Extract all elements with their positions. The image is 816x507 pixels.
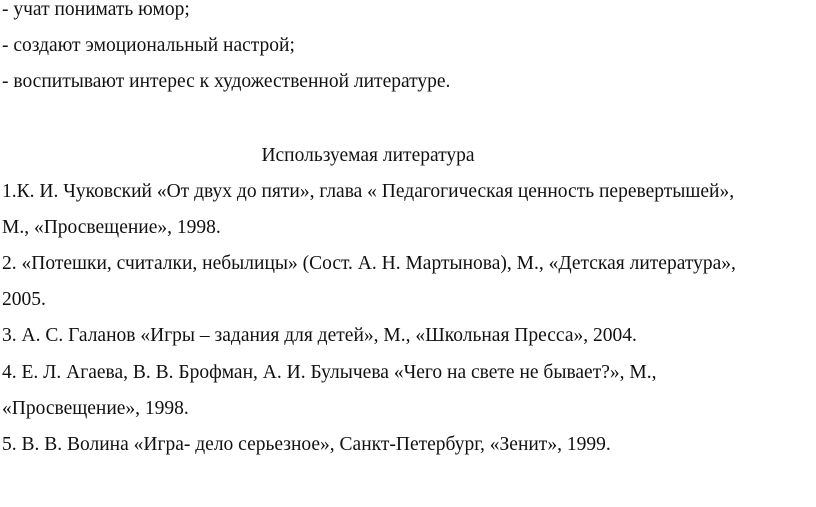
references-title: Используемая литература: [261, 145, 475, 166]
reference-1-line-1: 1.К. И. Чуковский «От двух до пяти», глава « Педагогическая ценность перевертышей»,: [2, 181, 735, 202]
reference-4-line-2: «Просвещение», 1998.: [2, 398, 189, 419]
reference-4-line-1: 4. Е. Л. Агаева, В. В. Брофман, А. И. Булычева «Чего на свете не бывает?», М.,: [2, 362, 657, 383]
reference-3-line-1: 3. А. С. Галанов «Игры – задания для детей», М., «Школьная Пресса», 2004.: [2, 325, 637, 346]
reference-2-line-1: 2. «Потешки, считалки, небылицы» (Сост. А. Н. Мартынова), М., «Детская литература»,: [2, 253, 736, 274]
bullet-humor: - учат понимать юмор;: [2, 0, 190, 20]
reference-2-line-2: 2005.: [2, 289, 46, 310]
bullet-mood: - создают эмоциональный настрой;: [2, 35, 295, 56]
reference-1-line-2: М., «Просвещение», 1998.: [2, 217, 221, 238]
bullet-interest: - воспитывают интерес к художественной литературе.: [2, 71, 451, 92]
reference-5-line-1: 5. В. В. Волина «Игра- дело серьезное», Санкт-Петербург, «Зенит», 1999.: [2, 434, 611, 455]
